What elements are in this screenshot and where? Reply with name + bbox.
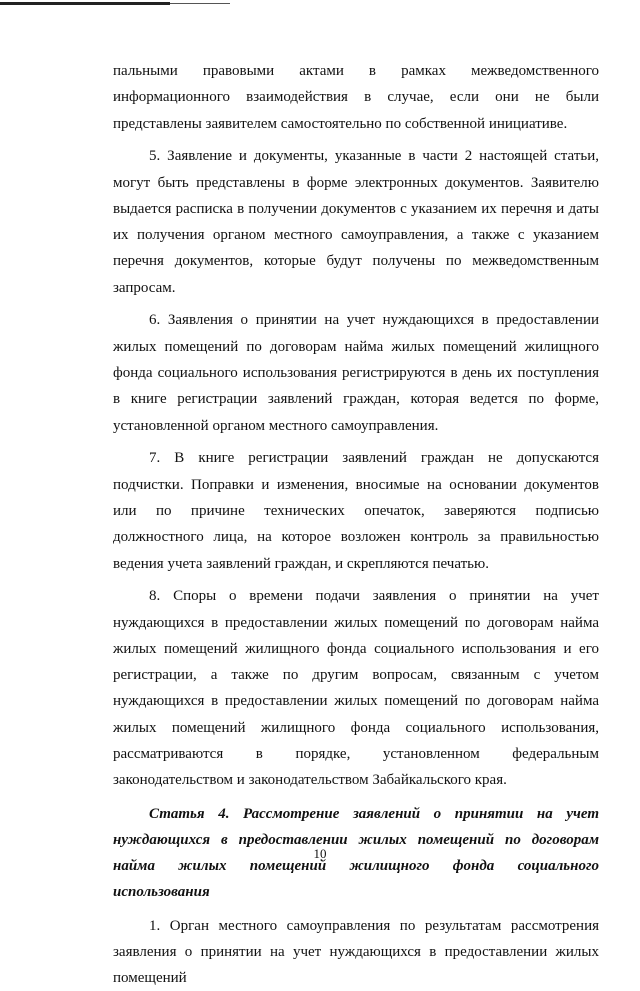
paragraph-text: 1. Орган местного самоуправления по результатам рассмотрения заявления о принятии на учет нуждающихся в предоставлении жилых помещений — [113, 917, 599, 987]
paragraph-text: пальными правовыми актами в рамках межведомственного информационного взаимодействия в случае, если они не были представлены заявителем самостоятельно по собственной инициативе. — [113, 63, 599, 132]
paragraph-text: 5. Заявление и документы, указанные в части 2 настоящей статьи, могут быть представлены в форме электронных документов. Заявителю выдается расписка в получении документов с указанием их перечня и даты их получения органом местного самоуправления, а также с указанием перечня документов, которые будут получены по межведомственным запросам. — [113, 148, 599, 296]
paragraph-text: 6. Заявления о принятии на учет нуждающихся в предоставлении жилых помещений по договорам найма жилых помещений жилищного фонда социального использования регистрируются в день их поступления в книге регистрации заявлений граждан, которая ведется по форме, установленной органом местного самоуправления. — [113, 312, 599, 434]
paragraph-item-7 — [113, 445, 599, 576]
page-number: 10 — [313, 846, 327, 861]
scan-edge-line-thin — [170, 3, 230, 4]
paragraph-item-6 — [113, 307, 599, 438]
scan-edge-line — [0, 2, 170, 5]
article-paragraph-1 — [113, 913, 599, 991]
paragraph-item-8 — [113, 583, 599, 793]
paragraph-text: 7. В книге регистрации заявлений граждан не допускаются подчистки. Поправки и изменения, вносимые на основании документов или по причине технических опечаток, заверяются подписью должностного лица, на которое возложен контроль за правильностью ведения учета заявлений граждан, и скрепляются печатью. — [113, 450, 599, 572]
paragraph-continuation — [113, 58, 599, 137]
paragraph-text: 8. Споры о времени подачи заявления о принятии на учет нуждающихся в предоставлении жилых помещений по договорам найма жилых помещений жилищного фонда социального использования и его регистрации, а также по другим вопросам, связанным с учетом нуждающихся в предоставлении жилых помещений по договорам найма жилых помещений жилищного фонда социального использования, рассматриваются в порядке, установленном федеральным законодательством и законодательством Забайкальского края. — [113, 588, 599, 789]
paragraph-item-5 — [113, 143, 599, 301]
article-heading-text: Статья 4. Рассмотрение заявлений о принятии на учет нуждающихся в предоставлении жилых помещений по договорам найма жилых помещений жилищного фонда социального использования — [113, 805, 599, 901]
